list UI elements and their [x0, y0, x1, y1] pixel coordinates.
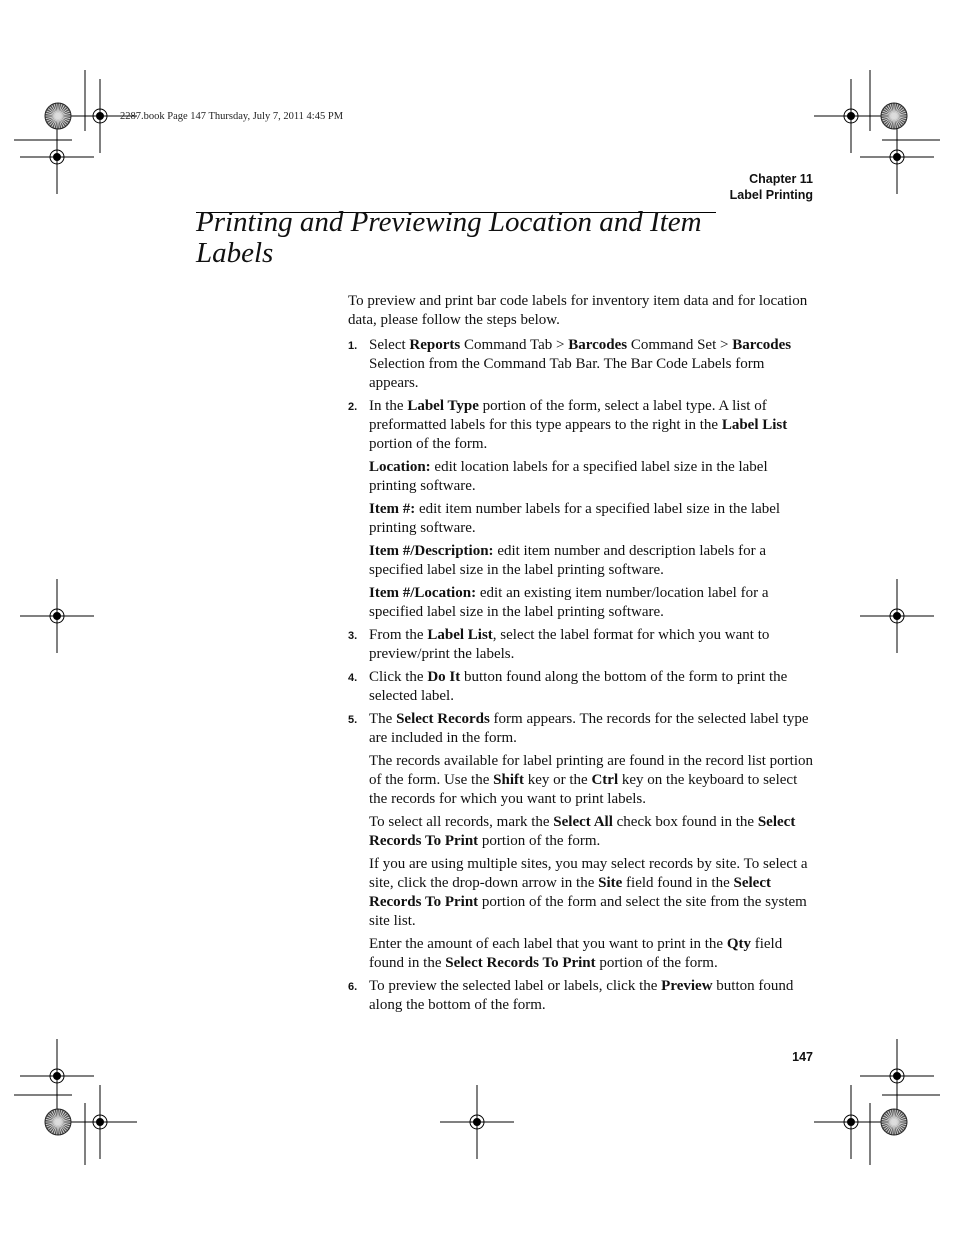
intro-paragraph: To preview and print bar code labels for inventory item data and for location data, please follow the steps below. [348, 293, 808, 328]
bold-term: Reports [409, 337, 461, 353]
step-item [348, 336, 816, 393]
registration-mark [63, 1085, 137, 1159]
steps-list [348, 336, 816, 1015]
text-run: key on the keyboard to select the records for which you want to print labels. [369, 772, 798, 807]
bold-term: Shift [493, 772, 524, 788]
bold-term: Label List [427, 627, 493, 643]
step-item [348, 626, 816, 664]
registration-mark [814, 79, 888, 153]
chapter-label: Chapter 11 [749, 172, 813, 186]
registration-mark [814, 1085, 888, 1159]
text-run: portion of the form. [478, 833, 601, 849]
step-text [369, 626, 816, 664]
step-subparagraph [369, 542, 816, 580]
text-run: button found along the bottom of the form to print the selected label. [369, 669, 788, 704]
bold-term: Qty [726, 936, 751, 952]
step-subparagraph [369, 752, 816, 809]
bold-term: Preview [661, 978, 713, 994]
bold-term: Do It [427, 669, 461, 685]
text-run: In the [369, 398, 408, 414]
step-item [348, 977, 816, 1015]
bold-term: Select Records [396, 711, 490, 727]
body-text [348, 292, 816, 1019]
step-subparagraph [369, 584, 816, 622]
step-number: 4. [348, 672, 358, 684]
step-subparagraph [369, 935, 816, 973]
running-header [730, 171, 813, 203]
text-run: edit location labels for a specified label size in the label printing software. [369, 459, 768, 494]
text-run: The records available for label printing are found in the record list portion of the form. Use the [369, 753, 814, 788]
text-run: portion of the form. [369, 436, 488, 452]
step-subparagraph [369, 500, 816, 538]
text-run: To select all records, mark the [369, 814, 554, 830]
text-run: field found in the [622, 875, 734, 891]
text-run: Click the [369, 669, 428, 685]
registration-mark [440, 1085, 514, 1159]
text-run: From the [369, 627, 428, 643]
step-number: 5. [348, 714, 358, 726]
registration-mark [20, 120, 94, 194]
text-run: To preview the selected label or labels, click the [369, 978, 662, 994]
text-run: Enter the amount of each label that you want to print in the [369, 936, 727, 952]
bold-term: Item #: [369, 501, 416, 517]
step-subparagraph [369, 855, 816, 931]
step-text [369, 336, 816, 393]
text-run: Selection from the Command Tab Bar. The Bar Code Labels form appears. [369, 356, 765, 391]
bold-term: Label Type [407, 398, 479, 414]
step-number: 3. [348, 630, 358, 642]
text-run: portion of the form, select a label type. A list of preformatted labels for this type appears to the right in the [369, 398, 767, 433]
step-number: 2. [348, 401, 358, 413]
star-target-mark [45, 103, 71, 129]
text-run: Select [369, 337, 410, 353]
text-run: button found along the bottom of the form. [369, 978, 794, 1013]
step-text [369, 977, 816, 1015]
bold-term: Barcodes [568, 337, 628, 353]
text-run: edit an existing item number/location label for a specified label size in the label printing software. [369, 585, 769, 620]
text-run: key or the [523, 772, 592, 788]
page-title: Printing and Previewing Location and Item Labels [196, 206, 702, 269]
step-item [348, 710, 816, 973]
text-run: check box found in the [612, 814, 758, 830]
bold-term: Site [598, 875, 623, 891]
text-run: If you are using multiple sites, you may select records by site. To select a site, click the drop-down arrow in the [369, 856, 808, 891]
bold-term: Barcodes [732, 337, 792, 353]
text-run: portion of the form and select the site from the system site list. [369, 894, 807, 929]
text-run: Command Set > [627, 337, 733, 353]
text-run: , select the label format for which you want to preview/print the labels. [369, 627, 770, 662]
step-item [348, 397, 816, 622]
star-target-mark [881, 1109, 907, 1135]
text-run: field found in the [369, 936, 783, 971]
bold-term: Item #/Location: [369, 585, 477, 601]
step-text [369, 397, 816, 454]
step-item [348, 668, 816, 706]
bold-term: Location: [369, 459, 431, 475]
bold-term: Item #/Description: [369, 543, 494, 559]
bold-term: Label List [721, 417, 788, 433]
page-number: 147 [792, 1050, 813, 1064]
text-run: edit item number and description labels for a specified label size in the label printing software. [369, 543, 766, 578]
step-text [369, 710, 816, 748]
text-run: The [369, 711, 397, 727]
bold-term: Ctrl [591, 772, 619, 788]
registration-mark [860, 579, 934, 653]
bold-term: Select Records To Print [445, 955, 596, 971]
step-number: 6. [348, 981, 358, 993]
registration-mark [20, 579, 94, 653]
step-subparagraph [369, 813, 816, 851]
step-subparagraph [369, 458, 816, 496]
bold-term: Select All [553, 814, 613, 830]
star-target-mark [45, 1109, 71, 1135]
star-target-mark [881, 103, 907, 129]
step-number: 1. [348, 340, 358, 352]
section-label: Label Printing [729, 188, 813, 202]
bold-term: Select Records To Print [369, 875, 771, 910]
text-run: Command Tab > [460, 337, 569, 353]
registration-mark [20, 1039, 94, 1113]
text-run: form appears. The records for the selected label type are included in the form. [369, 711, 809, 746]
print-slug: 2287.book Page 147 Thursday, July 7, 2011 4:45 PM [120, 111, 344, 122]
text-run: edit item number labels for a specified label size in the label printing software. [369, 501, 781, 536]
registration-mark [860, 1039, 934, 1113]
text-run: portion of the form. [595, 955, 718, 971]
registration-mark [860, 120, 934, 194]
step-text [369, 668, 816, 706]
bold-term: Select Records To Print [369, 814, 796, 849]
